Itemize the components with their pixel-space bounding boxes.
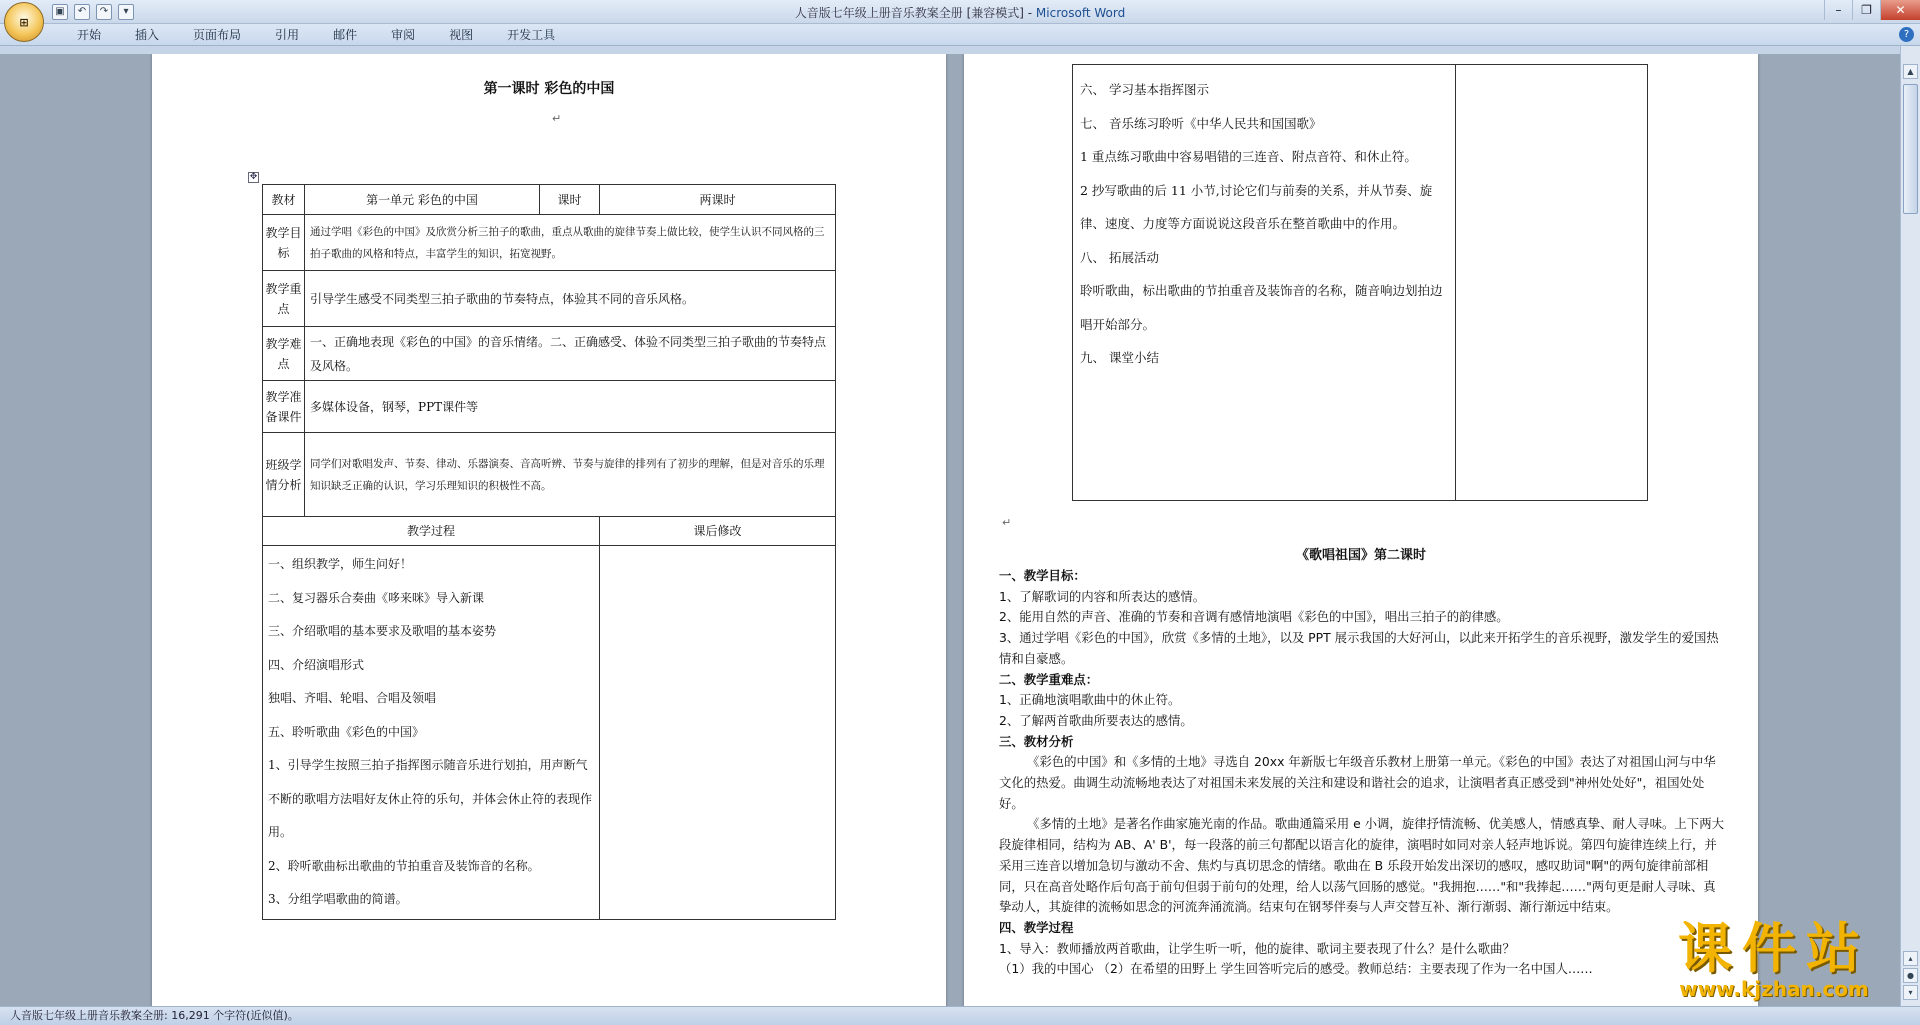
body-line: （1）我的中国心 （2）在希望的田野上 学生回答听完后的感受。教师总结：主要表现了作为一名中国人…… [999, 961, 1593, 977]
cell-key-label: 教学重点 [263, 271, 305, 327]
cell-class-label: 班级学情分析 [263, 433, 305, 517]
process-item: 1、引导学生按照三拍子指挥图示随音乐进行划拍，用声断气不断的歌唱方法唱好友休止符的乐句，并体会休止符的表现作用。 [268, 758, 593, 839]
section-heading: 三、教材分析 [999, 733, 1074, 749]
vertical-scrollbar[interactable] [1900, 46, 1920, 1006]
cell-material-label: 教材 [263, 185, 305, 215]
window-controls [1824, 0, 1920, 20]
status-bar: 人音版七年级上册音乐教案全册: 16,291 个字符(近似值)。 [0, 1006, 1920, 1025]
cell-period-label: 课时 [540, 185, 600, 215]
cell-class: 同学们对歌唱发声、节奏、律动、乐器演奏、音高听辨、节奏与旋律的排列有了初步的理解，但是对音乐的乐理知识缺乏正确的认识，学习乐理知识的积极性不高。 [305, 433, 836, 517]
close-icon[interactable]: ✕ [1880, 0, 1920, 20]
undo-icon[interactable]: ↶ [74, 4, 90, 20]
continued-item: 六、 学习基本指挥图示 [1080, 82, 1209, 97]
tab-1[interactable]: 插入 [135, 28, 160, 42]
process-item: 二、复习器乐合奏曲《哆来咪》导入新课 [268, 590, 485, 605]
tab-4[interactable]: 邮件 [333, 28, 358, 42]
tab-0[interactable]: 开始 [77, 28, 102, 42]
cell-period-value: 两课时 [600, 185, 836, 215]
document-title: 人音版七年级上册音乐教案全册 [兼容模式] - [794, 6, 1036, 20]
cell-objectives-label: 教学目标 [263, 215, 305, 271]
next-page-icon[interactable]: ▾ [1903, 985, 1918, 1000]
continued-item: 1 重点练习歌曲中容易唱错的三连音、附点音符、和休止符。 [1080, 149, 1417, 164]
body-line: 2、了解两首歌曲所要表达的感情。 [999, 712, 1193, 728]
customize-icon[interactable]: ▾ [118, 4, 134, 20]
cell-process-header: 教学过程 [263, 517, 600, 546]
body-line: 2、能用自然的声音、准确的节奏和音调有感情地演唱《彩色的中国》，唱出三拍子的韵律感。 [999, 609, 1509, 625]
window-title [0, 4, 1920, 21]
maximize-icon[interactable]: ❐ [1852, 0, 1880, 20]
section-heading: 一、教学目标： [999, 568, 1086, 583]
body-line: 1、导入：教师播放两首歌曲，让学生听一听，他的旋律、歌词主要表现了什么？是什么歌曲？ [999, 940, 1515, 956]
scroll-up-icon[interactable]: ▲ [1903, 64, 1918, 79]
tab-7[interactable]: 开发工具 [507, 28, 556, 42]
save-icon[interactable]: ▣ [52, 4, 68, 20]
cell-unit: 第一单元 彩色的中国 [305, 185, 540, 215]
body-line: 《多情的土地》是著名作曲家施光南的作品。歌曲通篇采用 e 小调，旋律抒情流畅、优美感人，情感真挚、耐人寻味。上下两大段旋律相同，结构为 AB、A' B'，每一段落的前三句都配以语言化的旋律，演唱时如同对亲人轻声地诉说。第四句旋律连续上行，并采用三连音以增加急切与激动不舍、焦灼与真切思念的情绪。歌曲在 B 乐段开始发出深切的感叹，感叹助词"啊"的两句旋律前部相同，只在高音处略作后句高于前句但弱于前句的处理，给人以荡气回肠的感觉。"我拥抱……"和"我捧起……"两句更是耐人寻味、真挚动人，其旋律的流畅如思念的河流奔涌流淌。结束句在钢琴伴奏与人声交替互补、渐行渐弱、渐行渐远中结束。 [999, 816, 1724, 915]
browse-object-icon[interactable]: ● [1903, 968, 1918, 983]
second-lesson-heading: 《歌唱祖国》第二课时 [1295, 548, 1426, 563]
process-list [268, 548, 594, 917]
page-1 [152, 54, 946, 1006]
watermark [1654, 917, 1894, 1008]
office-button[interactable] [4, 2, 44, 42]
cell-prep: 多媒体设备，钢琴，PPT课件等 [305, 381, 836, 433]
table-move-handle-icon[interactable]: ✥ [249, 172, 258, 182]
cell-process [263, 546, 600, 920]
continued-item: 八、 拓展活动 [1080, 249, 1159, 265]
section-heading: 四、教学过程 [999, 919, 1074, 935]
continued-item: 九、 课堂小结 [1080, 350, 1159, 365]
cell-prep-label: 教学准备课件 [263, 381, 305, 433]
cell-objectives: 通过学唱《彩色的中国》及欣赏分析三拍子的歌曲，重点从歌曲的旋律节奏上做比较，使学生认识不同风格的三拍子歌曲的风格和特点，丰富学生的知识，拓宽视野。 [305, 215, 836, 271]
prev-page-icon[interactable]: ▴ [1903, 951, 1918, 966]
section-heading: 二、教学重难点： [999, 671, 1099, 687]
process-item: 四、介绍演唱形式 [268, 657, 365, 672]
cell-difficulty: 一、正确地表现《彩色的中国》的音乐情绪。二、正确感受、体验不同类型三拍子歌曲的节奏特点及风格。 [305, 327, 836, 381]
lesson-plan-table [262, 184, 836, 920]
process-item: 一、组织教学，师生问好！ [268, 557, 413, 571]
page-2 [964, 54, 1758, 1006]
cell-continued-notes [1456, 65, 1648, 501]
watermark-title: 课件站 [1678, 917, 1870, 980]
scroll-thumb[interactable] [1903, 84, 1918, 214]
cell-difficulty-label: 教学难点 [263, 327, 305, 381]
process-item: 3、分组学唱歌曲的简谱。 [268, 892, 408, 906]
cell-continued-process [1073, 65, 1456, 501]
continued-item: 2 抄写歌曲的后 11 小节,讨论它们与前奏的关系，并从节奏、旋律、速度、力度等方面说说这段音乐在整首歌曲中的作用。 [1080, 182, 1433, 231]
lesson-title: 第一课时 彩色的中国 [483, 81, 615, 97]
document-area[interactable] [0, 54, 1900, 1006]
tab-3[interactable]: 引用 [275, 28, 300, 42]
second-lesson-body [999, 566, 1724, 980]
body-line: 《彩色的中国》和《多情的土地》寻选自 20xx 年新版七年级音乐教材上册第一单元。《彩色的中国》表达了对祖国山河与中华文化的热爱。曲调生动流畅地表达了对祖国未来发展的关注和建设和谐社会的追求，让演唱者真正感受到"神州处处好"，祖国处处好。 [999, 754, 1716, 811]
tab-2[interactable]: 页面布局 [193, 28, 242, 42]
tab-6[interactable]: 视图 [449, 28, 474, 42]
body-line: 1、了解歌词的内容和所表达的感情。 [999, 588, 1206, 604]
redo-icon[interactable]: ↷ [96, 4, 112, 20]
cell-key: 引导学生感受不同类型三拍子歌曲的节奏特点，体验其不同的音乐风格。 [305, 271, 836, 327]
paragraph-mark: ↵ [552, 112, 562, 125]
body-line: 1、正确地演唱歌曲中的休止符。 [999, 692, 1181, 708]
ruler [0, 46, 1920, 54]
cell-notes-header: 课后修改 [600, 517, 836, 546]
office-logo-icon: ⊞ [19, 15, 29, 29]
body-line: 3、通过学唱《彩色的中国》，欣赏《多情的土地》，以及 PPT 展示我国的大好河山，以此来开拓学生的音乐视野，激发学生的爱国热情和自豪感。 [999, 630, 1719, 666]
continued-process-list [1080, 73, 1448, 375]
ribbon-tabs [0, 24, 1920, 46]
process-item: 2、聆听歌曲标出歌曲的节拍重音及装饰音的名称。 [268, 858, 540, 873]
paragraph-mark: ↵ [1002, 516, 1012, 529]
watermark-url: www.kjzhan.com [1679, 977, 1869, 1001]
continued-table [1072, 64, 1648, 501]
continued-item: 七、 音乐练习聆听《中华人民共和国国歌》 [1080, 115, 1322, 131]
tab-5[interactable]: 审阅 [391, 28, 416, 42]
minimize-icon[interactable]: – [1824, 0, 1852, 20]
help-icon[interactable]: ? [1899, 27, 1914, 42]
process-item: 三、介绍歌唱的基本要求及歌唱的基本姿势 [268, 624, 497, 638]
app-name: Microsoft Word [1035, 6, 1126, 20]
continued-item: 聆听歌曲，标出歌曲的节拍重音及装饰音的名称，随音响边划拍边唱开始部分。 [1080, 283, 1443, 332]
process-item: 独唱、齐唱、轮唱、合唱及领唱 [268, 691, 437, 705]
process-item: 五、聆听歌曲《彩色的中国》 [268, 724, 425, 739]
cell-notes [600, 546, 836, 920]
title-bar [0, 0, 1920, 24]
